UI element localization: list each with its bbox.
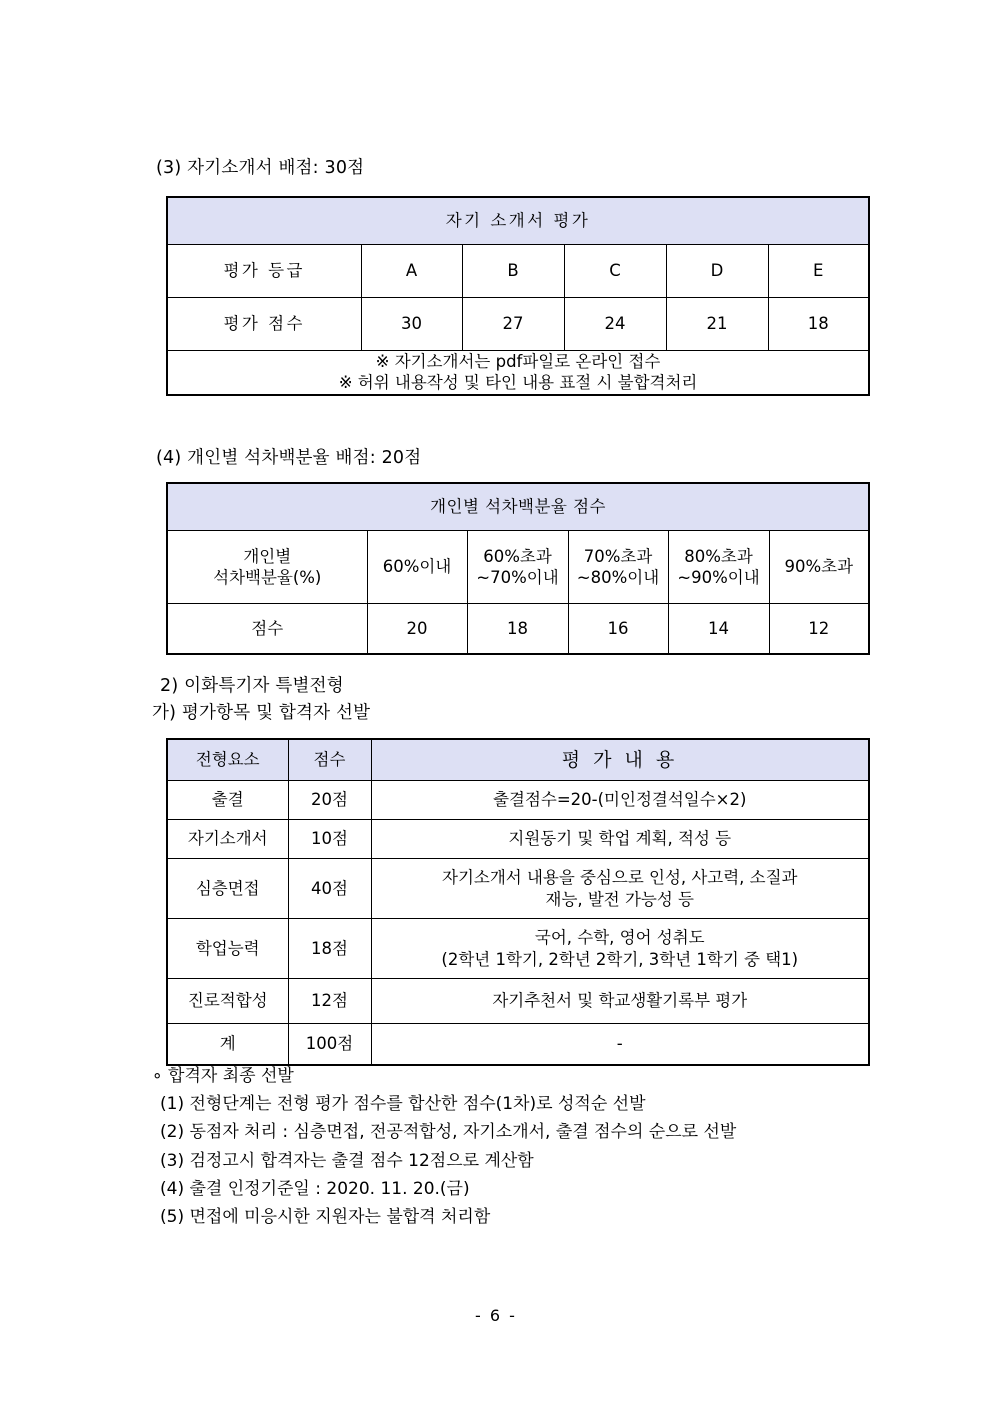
criteria-content <box>371 859 869 919</box>
criteria-score: 100점 <box>288 1024 371 1066</box>
grade-cell: E <box>768 245 869 298</box>
percentile-score-cell: 18 <box>467 604 568 655</box>
note-item: (3) 검정고시 합격자는 출결 점수 12점으로 계산함 <box>160 1150 534 1171</box>
percentile-row-label <box>167 531 367 604</box>
table-row <box>167 1024 869 1066</box>
criteria-element: 진로적합성 <box>167 979 288 1024</box>
note-line: ※ 허위 내용작성 및 타인 내용 표절 시 불합격처리 <box>338 373 698 393</box>
criteria-element: 자기소개서 <box>167 820 288 859</box>
criteria-score: 40점 <box>288 859 371 919</box>
criteria-element: 계 <box>167 1024 288 1066</box>
criteria-content <box>371 919 869 979</box>
final-selection-notes <box>152 1062 737 1231</box>
criteria-element: 출결 <box>167 781 288 820</box>
content-line: - <box>616 1034 623 1054</box>
table-row <box>167 919 869 979</box>
percentile-score-cell: 14 <box>668 604 769 655</box>
content-line: 지원동기 및 학업 계획, 적성 등 <box>508 829 732 849</box>
note-item: (2) 동점자 처리 : 심층면접, 전공적합성, 자기소개서, 출결 점수의 순으로 선발 <box>160 1122 737 1143</box>
bracket-line2: ~80%이내 <box>576 568 660 587</box>
content-line: 자기추천서 및 학교생활기록부 평가 <box>492 991 748 1011</box>
table-row <box>167 298 869 351</box>
grade-cell: C <box>564 245 666 298</box>
percentile-bracket <box>668 531 769 604</box>
self-intro-notes-cell <box>167 351 869 395</box>
content-line: 국어, 수학, 영어 성취도 <box>534 928 705 948</box>
percentile-score-label: 점수 <box>167 604 367 655</box>
criteria-content <box>371 781 869 820</box>
score-cell: 21 <box>666 298 768 351</box>
column-header-content: 평 가 내 용 <box>371 739 869 781</box>
self-intro-score-table <box>166 196 870 396</box>
percentile-bracket <box>568 531 668 604</box>
table-row <box>167 245 869 298</box>
section-heading-self-intro: (3) 자기소개서 배점: 30점 <box>156 158 365 178</box>
special-admission-criteria-table <box>166 738 870 1066</box>
grade-cell: B <box>462 245 564 298</box>
section-heading-percentile: (4) 개인별 석차백분율 배점: 20점 <box>156 448 422 468</box>
percentile-label-line2: 석차백분율(%) <box>213 568 322 587</box>
score-row-label: 평가 점수 <box>167 298 361 351</box>
bracket-line1: 70%초과 <box>583 546 653 566</box>
criteria-content <box>371 1024 869 1066</box>
bracket-line1: 60%이내 <box>382 557 452 577</box>
note-item: (4) 출결 인정기준일 : 2020. 11. 20.(금) <box>160 1178 470 1199</box>
percentile-label-line1: 개인별 <box>243 546 292 566</box>
bracket-line2: ~90%이내 <box>677 568 760 587</box>
criteria-score: 18점 <box>288 919 371 979</box>
grade-row-label: 평가 등급 <box>167 245 361 298</box>
percentile-bracket <box>467 531 568 604</box>
score-cell: 24 <box>564 298 666 351</box>
column-header-score: 점수 <box>288 739 371 781</box>
notes-bullet-heading: ∘ 합격자 최종 선발 <box>152 1066 294 1086</box>
criteria-score: 12점 <box>288 979 371 1024</box>
table-row <box>167 604 869 655</box>
content-line: 재능, 발전 가능성 등 <box>545 889 694 909</box>
percentile-score-cell: 20 <box>367 604 467 655</box>
table-notes-row <box>167 351 869 395</box>
percentile-bracket <box>769 531 869 604</box>
table-row <box>167 979 869 1024</box>
criteria-score: 10점 <box>288 820 371 859</box>
section-heading-special-2: 가) 평가항목 및 합격자 선발 <box>152 703 371 723</box>
section-heading-special-1: 2) 이화특기자 특별전형 <box>160 676 344 696</box>
criteria-element: 학업능력 <box>167 919 288 979</box>
bracket-line1: 80%초과 <box>684 546 753 566</box>
criteria-score: 20점 <box>288 781 371 820</box>
bracket-line2: ~70%이내 <box>476 568 559 587</box>
page-number: - 6 - <box>475 1306 517 1325</box>
grade-cell: D <box>666 245 768 298</box>
table-row <box>167 781 869 820</box>
table-title-row <box>167 197 869 245</box>
content-line: 출결점수=20-(미인정결석일수×2) <box>493 790 747 810</box>
percentile-score-table <box>166 482 870 655</box>
score-cell: 18 <box>768 298 869 351</box>
percentile-table-title: 개인별 석차백분율 점수 <box>167 483 869 531</box>
bracket-line1: 60%초과 <box>483 546 552 566</box>
table-title-row <box>167 483 869 531</box>
grade-cell: A <box>361 245 462 298</box>
criteria-content <box>371 979 869 1024</box>
criteria-element: 심층면접 <box>167 859 288 919</box>
content-line: 자기소개서 내용을 중심으로 인성, 사고력, 소질과 <box>442 868 798 888</box>
column-header-element: 전형요소 <box>167 739 288 781</box>
bracket-line1: 90%초과 <box>784 557 854 577</box>
note-line: ※ 자기소개서는 pdf파일로 온라인 접수 <box>375 352 661 371</box>
percentile-score-cell: 16 <box>568 604 668 655</box>
table-header-row <box>167 739 869 781</box>
content-line: (2학년 1학기, 2학년 2학기, 3학년 1학기 중 택1) <box>441 949 799 969</box>
score-cell: 27 <box>462 298 564 351</box>
table-row <box>167 820 869 859</box>
note-item: (5) 면접에 미응시한 지원자는 불합격 처리함 <box>160 1207 491 1228</box>
score-cell: 30 <box>361 298 462 351</box>
percentile-bracket <box>367 531 467 604</box>
criteria-content <box>371 820 869 859</box>
table-row <box>167 531 869 604</box>
percentile-score-cell: 12 <box>769 604 869 655</box>
self-intro-table-title: 자기 소개서 평가 <box>167 197 869 245</box>
note-item: (1) 전형단계는 전형 평가 점수를 합산한 점수(1차)로 성적순 선발 <box>160 1094 646 1115</box>
table-row <box>167 859 869 919</box>
